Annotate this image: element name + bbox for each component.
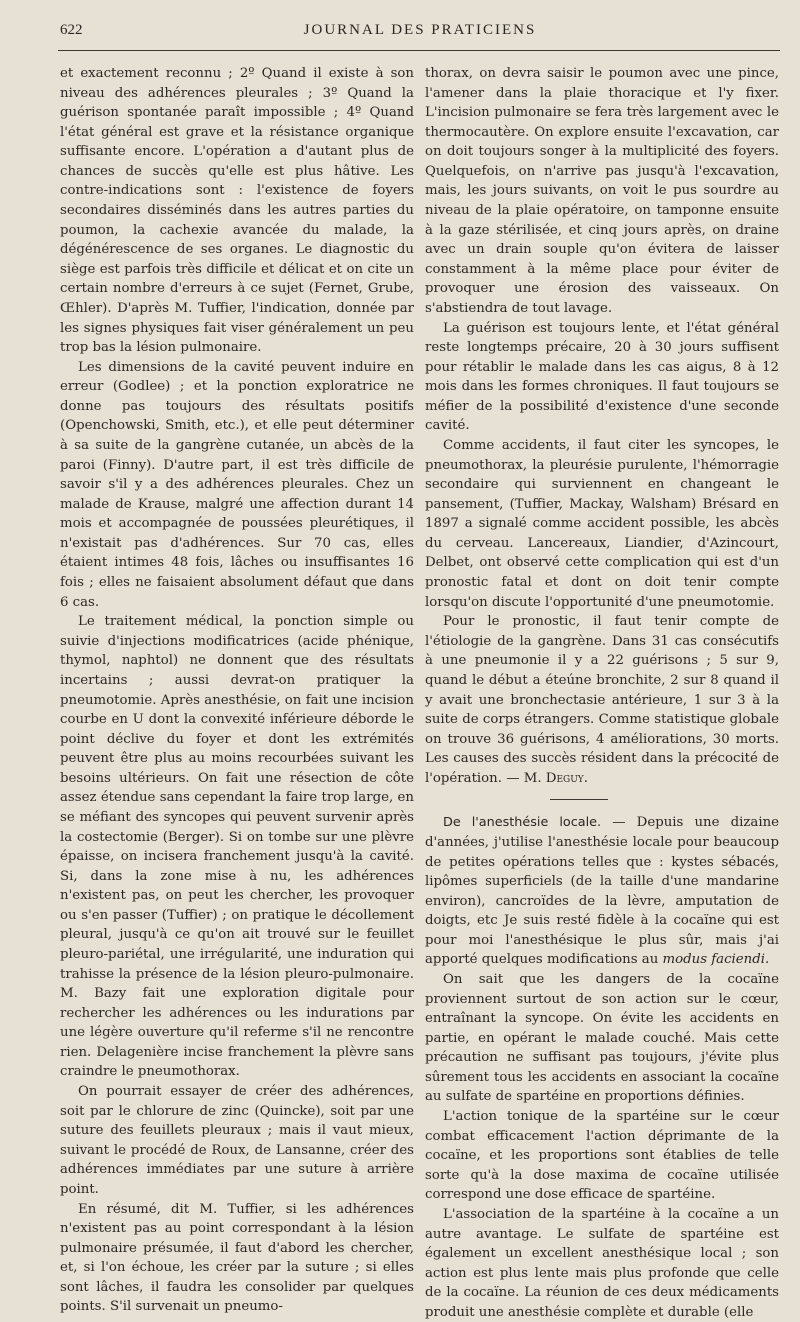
italic-term: modus faciendi. bbox=[662, 952, 770, 968]
page-header bbox=[60, 20, 780, 44]
paragraph: L'action tonique de la spartéine sur le cœur combat efficacement l'action déprimante de la cocaïne, et les proportions sont établies de telle sorte qu'à la dose maxima de cocaïne utilisée correspond une dose efficace de spartéine. bbox=[425, 1109, 779, 1203]
paragraph-text: Pour le pronostic, il faut tenir compte de l'étiologie de la gangrène. Dans 31 cas consécutifs à une pneumonie il y a 22 guérisons ; 5 sur 9, quand le début a éteúne bronchite, 2 sur 8 quand il y avait une bronchectasie antérieure, 1 sur 3 à la suite de corps étrangers. Comme statistique globale on trouve 36 guérisons, 4 améliorations, 30 morts. Les causes des succès résident dans la précocité de l'opération. — M. bbox=[425, 614, 779, 786]
paragraph bbox=[425, 813, 779, 970]
journal-title: JOURNAL DES PRATICIENS bbox=[303, 22, 537, 38]
header-rule bbox=[58, 50, 780, 51]
paragraph: On sait que les dangers de la cocaïne proviennent surtout de son action sur le cœur, entraînant la syncope. On évite les accidents en partie, en opérant le malade couché. Mais cette précaution ne suffisant pas toujours, j'évite plus sûrement tous les accidents en associant la cocaïne au sulfate de spartéine en proportions définies. bbox=[425, 972, 779, 1105]
section-separator bbox=[550, 799, 608, 800]
paragraph: Les dimensions de la cavité peuvent induire en erreur (Godlee) ; et la ponction exploratrice ne donne pas toujours des résultats positifs (Openchowski, Smith, etc.), et elle peut déterminer à sa suite de la gangrène cutanée, un abcès de la paroi (Finny). D'autre part, il est très difficile de savoir s'il y a des adhérences pleurales. Chez un malade de Krause, malgré une affection durant 14 mois et accompagnée de poussées pleurétiques, il n'existait pas d'adhérences. Sur 70 cas, elles étaient intimes 48 fois, lâches ou insuffisantes 16 fois ; elles ne faisaient absolument défaut que dans 6 cas. bbox=[60, 359, 414, 610]
page-number: 622 bbox=[60, 22, 83, 38]
paragraph: En résumé, dit M. Tuffier, si les adhérences n'existent pas au point correspondant à la lésion pulmonaire présumée, il faut d'abord les chercher, et, si l'on échoue, les créer par la suture ; si elles sont lâches, il faudra les consolider par quelques points. S'il survenait un pneumo- bbox=[60, 1201, 414, 1315]
paragraph: et exactement reconnu ; 2º Quand il existe à son niveau des adhérences pleurales ; 3º Quand la guérison spontanée paraît impossible ; 4º Quand l'état général est grave et la résistance organique suffisante encore. L'opération a d'autant plus de chances de succès qu'elle est plus hâtive. Les contre-indications sont : l'existence de foyers secondaires disséminés dans les autres parties du poumon, la cachexie avancée du malade, la dégénérescence de ses organes. Le diagnostic du siège est parfois très difficile et délicat et on cite un certain nombre d'erreurs à ce sujet (Fernet, Grube, Œhler). D'après M. Tuffier, l'indication, donnée par les signes physiques fait viser généralement un peu trop bas la lésion pulmonaire. bbox=[60, 66, 414, 356]
left-column bbox=[60, 64, 414, 1317]
paragraph: On pourrait essayer de créer des adhérences, soit par le chlorure de zinc (Quincke), soit par une suture des feuillets pleuraux ; mais il vaut mieux, suivant le procédé de Roux, de Lansanne, créer des adhérences immédiates par une suture à arrière point. bbox=[60, 1084, 414, 1197]
paragraph: thorax, on devra saisir le poumon avec une pince, l'amener dans la plaie thoracique et l'y fixer. L'incision pulmonaire se fera très largement avec le thermocautère. On explore ensuite l'excavation, car on doit toujours songer à la multiplicité des foyers. Quelquefois, on n'arrive pas jusqu'à l'excavation, mais, les jours suivants, on voit le pus sourdre au niveau de la plaie opératoire, on tamponne ensuite à la gaze stérilisée, et cinq jours après, on draine avec un drain souple qu'on évitera de laisser constamment à la même place pour éviter de provoquer une érosion des vaisseaux. On s'abstiendra de tout lavage. bbox=[425, 66, 779, 316]
section-title: De l'anesthésie locale. bbox=[443, 815, 602, 831]
paragraph: L'association de la spartéine à la cocaïne a un autre avantage. Le sulfate de spartéine est également un excellent anesthésique local ; son action est plus lente mais plus profonde que celle de la cocaïne. La réunion de ces deux médicaments produit une anesthésie complète et durable (elle bbox=[425, 1206, 779, 1320]
paragraph: Le traitement médical, la ponction simple ou suivie d'injections modificatrices (acide phénique, thymol, naphtol) ne donnent que des résultats incertains ; aussi devrat-on pratiquer la pneumotomie. Après anesthésie, on fait une incision courbe en U dont la convexité inférieure déborde le point déclive du foyer et dont les extrémités peuvent être plus au moins recourbées suivant les besoins ultérieurs. On fait une résection de côte assez étendue sans cependant la faire trop large, en se méfiant des syncopes qui peuvent survenir après la costectomie (Berger). Si on tombe sur une plèvre épaisse, on incisera franchement jusqu'à la cavité. Si, dans la zone mise à nu, les adhérences n'existent pas, on peut les chercher, les provoquer ou s'en passer (Tuffier) ; on pratique le décollement pleural, jusqu'à ce qu'on ait trouvé sur le feuillet pleuro-pariétal, une irrégularité, une induration qui trahisse la présence de la lésion pleuro-pulmonaire. M. Bazy fait une exploration digitale pour rechercher les adhérences ou les indurations par une légère ouverture qu'il referme s'il ne rencontre rien. Delagenière incise franchement la plèvre sans craindre le pneumothorax. bbox=[60, 614, 414, 1080]
paragraph: La guérison est toujours lente, et l'état général reste longtemps précaire, 20 à 30 jours suffisent pour rétablir le malade dans les cas aigus, 8 à 12 mois dans les formes chroniques. Il faut toujours se méfier de la possibilité d'existence d'une seconde cavité. bbox=[425, 320, 779, 434]
author-signature: Deguy. bbox=[545, 770, 588, 786]
right-column bbox=[425, 64, 779, 1322]
paragraph-text: — Depuis une dizaine d'années, j'utilise l'anesthésie locale pour beaucoup de petites opérations telles que : kystes sébacés, lipômes superficiels (de la taille d'une mandarine environ), cancroïdes de la lèvre, amputation de doigts, etc Je suis resté fidèle à la cocaïne qui est pour moi l'anesthésique le plus sûr, mais j'ai apporté quelques modifications au bbox=[425, 815, 779, 968]
paragraph: Comme accidents, il faut citer les syncopes, le pneumothorax, la pleurésie purulente, l'hémorragie secondaire qui surviennent en changeant le pansement, (Tuffier, Mackay, Walsham) Brésard en 1897 a signalé comme accident possible, les abcès du cerveau. Lancereaux, Liandier, d'Azincourt, Delbet, ont observé cette complication qui est d'un pronostic fatal et dont on doit tenir compte lorsqu'on discute l'opportunité d'une pneumotomie. bbox=[425, 437, 779, 610]
paragraph bbox=[425, 612, 779, 788]
